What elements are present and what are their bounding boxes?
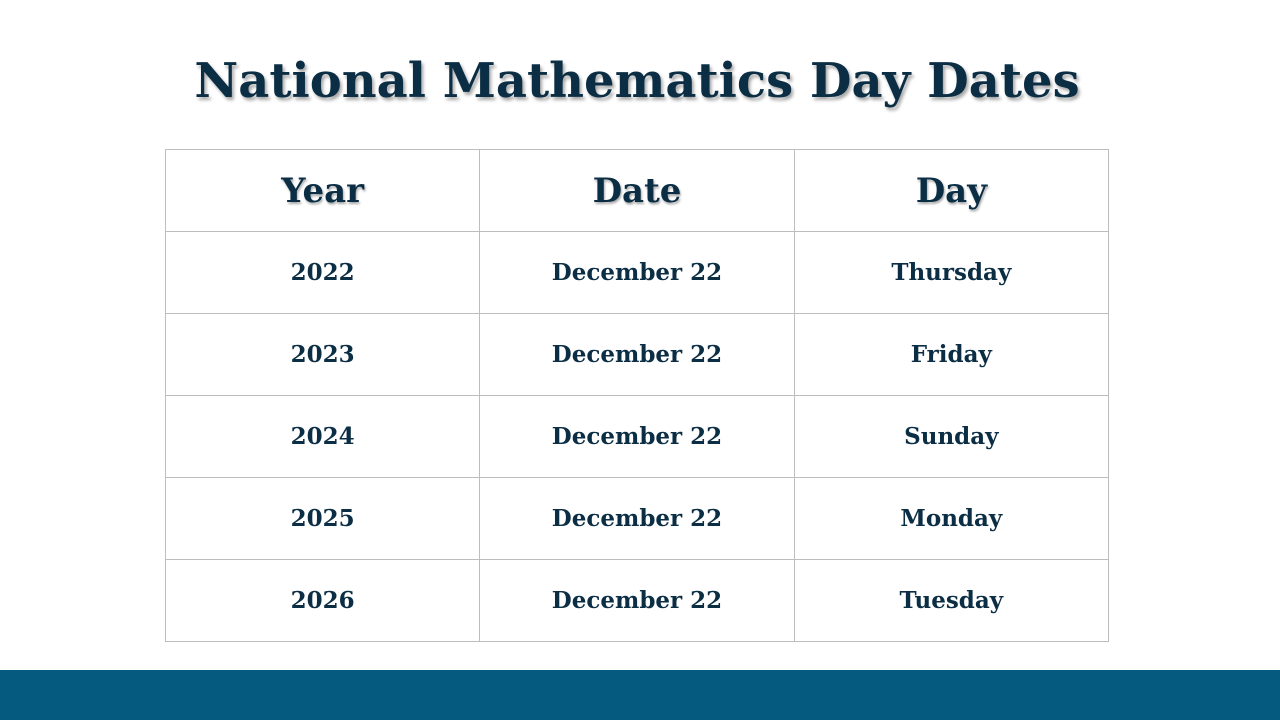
cell-year: 2025 — [166, 478, 480, 560]
cell-day: Thursday — [794, 232, 1108, 314]
cell-year: 2026 — [166, 560, 480, 642]
cell-year: 2024 — [166, 396, 480, 478]
table-row — [166, 478, 1109, 560]
table-header-row — [166, 150, 1109, 232]
table-row — [166, 232, 1109, 314]
slide-title: National Mathematics Day Dates — [194, 53, 1080, 109]
cell-date: December 22 — [480, 560, 794, 642]
header-date: Date — [480, 150, 794, 232]
cell-date: December 22 — [480, 314, 794, 396]
cell-day: Sunday — [794, 396, 1108, 478]
cell-year: 2023 — [166, 314, 480, 396]
table-row — [166, 560, 1109, 642]
table-row — [166, 314, 1109, 396]
table-row — [166, 396, 1109, 478]
cell-day: Monday — [794, 478, 1108, 560]
cell-date: December 22 — [480, 396, 794, 478]
footer-bar — [0, 670, 1280, 720]
cell-date: December 22 — [480, 232, 794, 314]
cell-year: 2022 — [166, 232, 480, 314]
cell-date: December 22 — [480, 478, 794, 560]
cell-day: Tuesday — [794, 560, 1108, 642]
dates-table — [165, 149, 1109, 642]
header-year: Year — [166, 150, 480, 232]
cell-day: Friday — [794, 314, 1108, 396]
header-day: Day — [794, 150, 1108, 232]
